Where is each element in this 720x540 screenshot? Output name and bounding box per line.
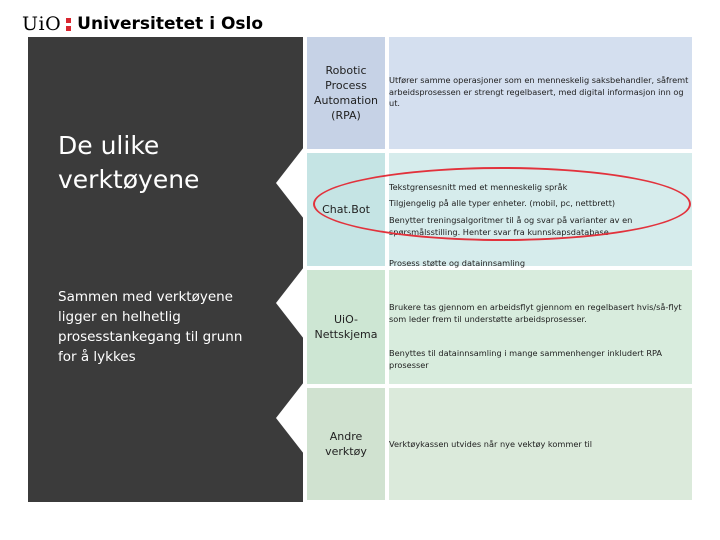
desc-line: Benyttes til datainnsamling i mange sammenhenger inkludert RPA prosesser bbox=[389, 348, 663, 370]
tool-desc-andre bbox=[389, 388, 692, 500]
tool-label-rpa bbox=[307, 37, 385, 149]
desc-line: Utfører samme operasjoner som en menneskelig saksbehandler, såfremt arbeidsprosessen er strengt regelbasert, med digital informasjon inn og ut. bbox=[389, 75, 689, 108]
logo-name: Universitetet i Oslo bbox=[77, 14, 264, 34]
tool-label-andre bbox=[307, 388, 385, 500]
tool-desc-nettskjema bbox=[389, 258, 692, 384]
section-title bbox=[58, 129, 199, 197]
chevron-notch-1 bbox=[276, 147, 304, 219]
desc-line: Brukere tas gjennom en arbeidsflyt gjennom en regelbasert hvis/så-flyt som leder frem til understøtte arbeidsprosesser. bbox=[389, 302, 682, 324]
tool-label-chatbot-text: Chat.Bot bbox=[322, 203, 370, 216]
uio-logo bbox=[22, 10, 263, 38]
desc-line: Tekstgrensesnitt med et menneskelig språk bbox=[389, 182, 568, 192]
tool-label-nettskjema bbox=[307, 270, 385, 384]
logo-short: UiO bbox=[22, 13, 62, 35]
chevron-notch-3 bbox=[276, 382, 304, 454]
chevron-notch-2 bbox=[276, 267, 304, 339]
section-summary: Sammen med verktøyene ligger en helhetlig prosesstankegang til grunn for å lykkes bbox=[58, 289, 243, 365]
desc-line: Verktøykassen utvides når nye vektøy kommer til bbox=[389, 439, 593, 449]
tool-desc-rpa bbox=[389, 37, 692, 149]
tool-row-rpa bbox=[307, 37, 692, 149]
desc-line: Benytter treningsalgoritmer til å og svar på varianter av en spørsmålsstilling. Henter svar fra kunnskapsdatabase bbox=[389, 215, 633, 237]
desc-line: Prosess støtte og datainnsamling bbox=[389, 258, 526, 268]
tool-label-nettskjema-text: UiO-Nettskjema bbox=[314, 313, 378, 341]
left-panel bbox=[28, 37, 303, 502]
highlight-ellipse bbox=[313, 167, 691, 241]
section-title-line2: verktøyene bbox=[58, 165, 200, 194]
section-title-line1: De ulike bbox=[58, 131, 160, 160]
tool-label-rpa-text: Robotic Process Automation (RPA) bbox=[313, 64, 379, 122]
tool-row-nettskjema bbox=[307, 258, 692, 384]
tool-row-andre bbox=[307, 388, 692, 500]
tool-label-andre-text: Andre verktøy bbox=[325, 430, 367, 458]
logo-colon-icon bbox=[66, 18, 71, 31]
desc-line: Tilgjengelig på alle typer enheter. (mobil, pc, nettbrett) bbox=[389, 198, 616, 208]
